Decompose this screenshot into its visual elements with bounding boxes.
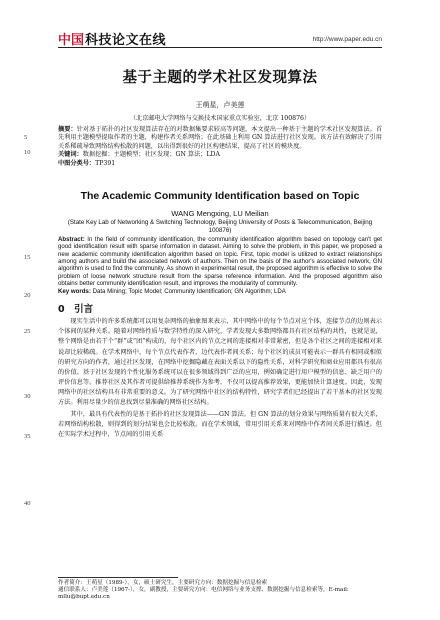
abstract-label: 摘要：: [58, 126, 77, 133]
footnotes: [58, 580, 382, 602]
section-heading: 0 引言: [58, 304, 94, 316]
line-number: 40: [24, 500, 31, 507]
line-number: 30: [24, 393, 31, 400]
footnote-author-bio: 作者简介：王萌星（1989-），女，硕士研究生，主要研究方向：数据挖掘与信息检索: [58, 580, 268, 586]
line-number: 20: [24, 292, 31, 299]
classification-label: 中图分类号：: [58, 159, 96, 167]
classification-number: [58, 160, 382, 168]
line-number: 35: [24, 433, 31, 440]
keywords-text: 数据挖掘；主题模型；社区发现；GN 算法；LDA: [82, 151, 220, 159]
page-header: [0, 0, 440, 50]
logo-mark: 中国: [58, 32, 85, 48]
chinese-title: 基于主题的学术社区发现算法: [122, 70, 318, 86]
english-affiliation: (State Key Lab of Networking & Switching Technology, Beijing University of Posts & Telecommunication, Beijing 100876): [67, 219, 373, 234]
chinese-abstract: [58, 126, 382, 151]
keywords-label: 关键词：: [58, 151, 83, 159]
keywords-text: Data Mining; Topic Model; Community Identification; GN Algorithm; LDA: [92, 287, 286, 295]
paper-body: [58, 50, 382, 440]
classification-value: TP391: [95, 159, 116, 167]
chinese-authors: 王萌星，卢美莲: [195, 101, 245, 109]
logo-text: 科技论文在线: [85, 32, 167, 48]
abstract-label: Abstract:: [58, 235, 85, 243]
abstract-text: 针对基于拓扑的社区发现算法存在的对数据集要求较高等问题，本文提出一种基于主题的学术社区发现算法。首先利用主题模型提取作者的主题，构建作者关系网络；在此基础上利用 GN 算法进行社区发现。该方法有效解决了引用关系稀疏导致网络结构松散的问题，以出得到很好的社区构建结果，提高了社区的模块度。: [58, 126, 383, 150]
abstract-text: In the field of community identification, the community identification algorithm based on topology can't get good identification result with sparse information in dataset. Aiming to solve the problem, in this paper, we proposed a new academic community identification algorithm based on topic. First, topic model is utilized to extract relationships among authors and build the associated network of authors. Then on the basis of the author's associated network, GN algorithm is used to find the community. As shown in experimental result, the proposed algorithm is effective to solve the problem of loose network structure result from the sparse reference information. And the proposed algorithm also obtains better community identification result, and improves the modularity of community.: [58, 235, 382, 288]
footnote-corresponding-author: 通信联系人：卢美莲（1967-），女，副教授，主要研究方向：电信网络与业务支撑、数据挖掘与信息检索等。E-mail: mllu@bupt.edu.cn: [58, 587, 349, 601]
site-logo[interactable]: [58, 30, 166, 46]
english-authors: WANG Mengxing, LU Meilian: [171, 209, 269, 219]
site-url[interactable]: http://www.paper.edu.cn: [312, 36, 382, 43]
english-keywords: [58, 288, 382, 295]
chinese-keywords: [58, 151, 382, 159]
english-title: The Academic Community Identification based on Topic: [80, 190, 360, 203]
chinese-affiliation: （北京邮电大学网络与交换技术国家重点实验室，北京 100876）: [129, 115, 311, 122]
body-paragraph: 其中，最具有代表性的是基于拓扑的社区发现算法——GN 算法。但 GN 算法的划分效果与网络质量有很大关系，若网络结构松散，则得到的划分结果也会比较松散。而在学术领域，常用引用关系来对网络中作者间关系进行描述。但在实际学术过程中，节点间的引用关系: [58, 411, 382, 439]
header-divider: [58, 47, 382, 48]
footnote-divider: [58, 577, 178, 578]
line-number: 10: [24, 149, 31, 156]
line-number: 5: [24, 134, 28, 141]
line-number: 15: [24, 254, 31, 261]
english-abstract: [58, 236, 382, 288]
body-paragraph: 现实生活中的许多系统都可以用复杂网络的抽象图来表示，其中网络中的每个节点对应个体，连接节点的边则表示个体间的某种关系。随着对网络性质与数学特性的深入研究，学者发现大多数网络都具有社区结构的共性，也就是说，整个网络是由若干个“群”或“团”构成的，每个社区内的节点之间的连接相对非常紧密，但是各个社区之间的连接相对来说却比较稀疏。在学术网络中，每个节点代表作者，边代表作者间关系；每个社区的成员可能表示一群具有相同或相似的研究方向的作者，通过社区发现，在网络中挖掘隐藏在表面关系以下的隐性关系，对科学研究和商业应用都具有很高的价值。基于社区发现的个性化服务系统可以在很多领域得到广泛的应用，例如确定进行用户模型的信息、缺乏用户的评价信息等。推荐社区及其作者可提供给推荐系统作为参考，不仅可以提高推荐效果，更能加快计算速度。因此，发现网络中的社区结构具有非常重要的意义。为了研究网络中社区的结构特性，研究学者们已经提出了若干基本的社区发现方法。利用尽量少的信息找到尽量准确的网络社区结构。: [58, 318, 382, 406]
line-number: 25: [24, 328, 31, 335]
keywords-label: Key words:: [58, 287, 91, 295]
